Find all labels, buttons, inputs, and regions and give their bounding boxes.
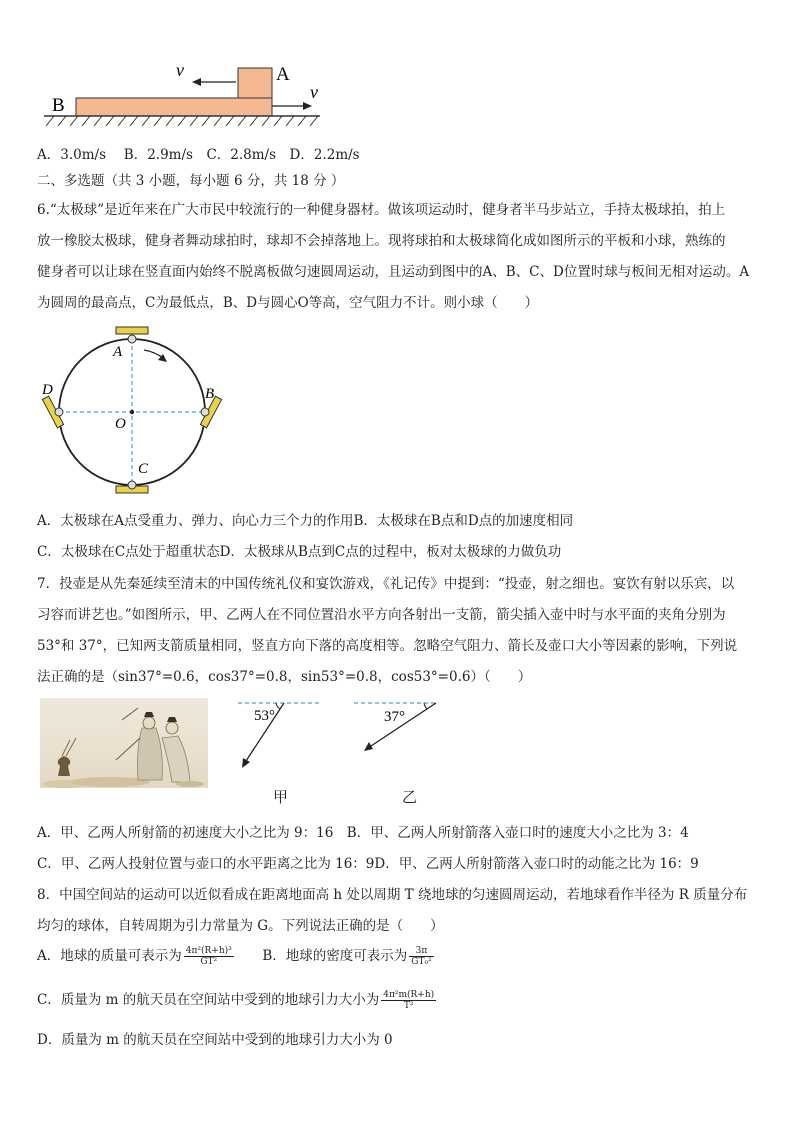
plank-block-figure xyxy=(40,60,340,130)
q6-options-1: A．太极球在A点受重力、弹力、向心力三个力的作用B．太极球在B点和D点的加速度相同 xyxy=(37,513,574,529)
label-v-left: v xyxy=(176,60,184,80)
q8-option-a-den: GT² xyxy=(200,957,218,967)
q6-options-2: C．太极球在C点处于超重状态D．太极球从B点到C点的过程中，板对太极球的力做负功 xyxy=(37,544,562,560)
q7-line-4: 法正确的是（sin37°=0.6，cos37°=0.8，sin53°=0.8，cos53°=0.6）（ ） xyxy=(37,669,532,685)
touhu-painting xyxy=(40,698,208,788)
label-a: A xyxy=(113,344,123,360)
paddle-top xyxy=(116,327,148,334)
q6-line-2: 放一橡胶太极球，健身者舞动球拍时，球却不会掉落地上。现将球拍和太极球简化成如图所示的平板和小球，熟练的 xyxy=(37,233,726,249)
ball-a xyxy=(128,335,136,343)
q7-options-2: C．甲、乙两人投射位置与壶口的水平距离之比为 16：9D．甲、乙两人所射箭落入壶口时的动能之比为 16：9 xyxy=(37,856,699,872)
taiji-ball-figure xyxy=(36,322,236,497)
center-o xyxy=(130,410,134,414)
q8-option-a-text: A．地球的质量可表示为 xyxy=(37,948,182,964)
label-o: O xyxy=(115,416,126,432)
q8-option-c-fraction xyxy=(381,990,436,1011)
q6-line-4: 为圆周的最高点，C为最低点，B、D与圆心O等高，空气阻力不计。则小球（ ） xyxy=(37,295,539,311)
angle-yi: 37° xyxy=(384,709,405,725)
label-b: B xyxy=(205,386,215,402)
section2-heading: 二、多选题（共 3 小题，每小题 6 分，共 18 分 ） xyxy=(37,173,345,189)
plank-b xyxy=(76,98,272,116)
q8-option-a-num: 4π²(R+h)³ xyxy=(185,946,232,956)
q8-line-1: 8．中国空间站的运动可以近似看成在距离地面高 h 处以周期 T 绕地球的匀速圆周运动，若地球看作半径为 R 质量分布 xyxy=(37,887,748,903)
q8-option-d: D．质量为 m 的航天员在空间站中受到的地球引力大小为 0 xyxy=(37,1032,393,1048)
q8-option-b-fraction xyxy=(409,946,433,967)
q5-options: A．3.0m/s B．2.9m/s C．2.8m/s D．2.2m/s xyxy=(37,147,360,163)
q8-option-c-den: T² xyxy=(403,1001,414,1011)
q7-line-3: 53°和 37°，已知两支箭质量相同，竖直方向下落的高度相等。忽略空气阻力、箭长及壶口大小等因素的影响，下列说 xyxy=(37,638,738,654)
q8-option-c-num: 4π²m(R+h) xyxy=(383,990,435,1000)
q7-line-1: 7．投壶是从先秦延续至清末的中国传统礼仪和宴饮游戏，《礼记传》中提到：“投壶，射之细也。宴饮有射以乐宾，以 xyxy=(37,576,735,592)
arrow-diagram-yi xyxy=(350,698,450,758)
q7-options-1: A．甲、乙两人所射箭的初速度大小之比为 9：16 B．甲、乙两人所射箭落入壶口时的速度大小之比为 3：4 xyxy=(37,825,689,841)
arrow-diagram-jia xyxy=(232,698,332,773)
label-b: B xyxy=(52,95,65,116)
q7-line-2: 习容而讲艺也。”如图所示，甲、乙两人在不同位置沿水平方向各射出一支箭，箭尖插入壶中时与水平面的夹角分别为 xyxy=(37,607,726,623)
angle-jia: 53° xyxy=(254,708,275,724)
q8-option-c-text: C．质量为 m 的航天员在空间站中受到的地球引力大小为 xyxy=(37,992,380,1008)
q6-line-3: 健身者可以让球在竖直面内始终不脱离板做匀速圆周运动，且运动到图中的A、B、C、D位置时球与板间无相对运动。A xyxy=(37,264,750,280)
q8-line-2: 均匀的球体，自转周期为引力常量为 G。下列说法正确的是（ ） xyxy=(37,918,444,934)
q8-option-c xyxy=(37,990,438,1011)
block-a xyxy=(238,68,272,98)
label-d: D xyxy=(42,382,53,398)
label-jia: 甲 xyxy=(273,788,289,806)
ball-d xyxy=(55,408,63,416)
label-v-right: v xyxy=(310,82,318,102)
ball-b xyxy=(201,408,209,416)
q6-line-1: 6.“太极球”是近年来在广大市民中较流行的一种健身器材。做该项运动时，健身者半马步站立，手持太极球拍，拍上 xyxy=(37,202,726,218)
label-a: A xyxy=(276,64,290,85)
q8-option-b-text: B．地球的密度可表示为 xyxy=(262,948,408,964)
q8-option-a-fraction xyxy=(184,946,234,967)
q8-option-b-den: GT₀² xyxy=(411,957,432,967)
q8-option-ab xyxy=(37,946,436,967)
label-c: C xyxy=(138,461,149,477)
ball-c xyxy=(128,481,136,489)
q8-option-b-num: 3π xyxy=(409,946,433,957)
ground-hatching xyxy=(46,116,318,126)
label-yi: 乙 xyxy=(402,788,418,806)
